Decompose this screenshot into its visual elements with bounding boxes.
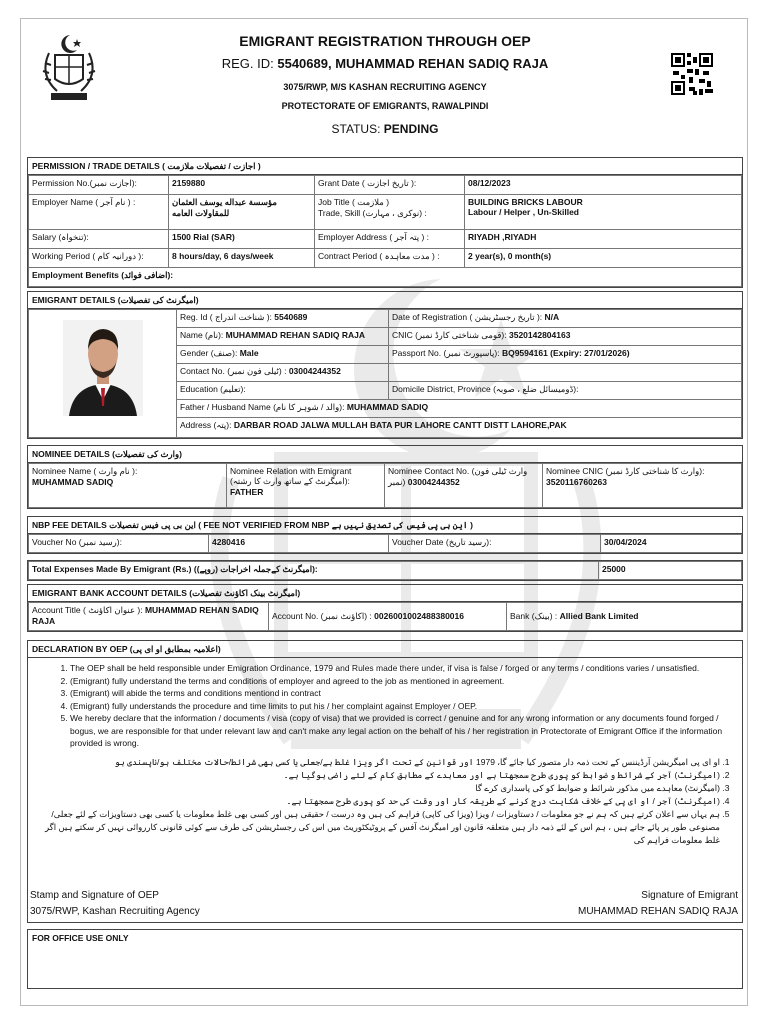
reg-id-cell: Reg. Id ( شناخت اندراج ): 5540689: [177, 310, 389, 328]
emigrant-heading: EMIGRANT DETAILS (امیگرنٹ کی تفصیلات): [28, 292, 742, 309]
office-use-heading: FOR OFFICE USE ONLY: [32, 933, 129, 943]
employment-benefits-label: Employment Benefits (اضافی فوائد):: [29, 268, 742, 287]
declaration-item: 1. The OEP shall be held responsible under Emigration Ordinance, 1979 and Rules made there under, if visa is false / forged or any terms / conditions varies / unsatisfied.: [70, 662, 736, 675]
declaration-urdu-item: 1. او ای پی امیگریشن آرڈیننس کے تحت ذمہ دار متصور کیا جائے گا، 1979 اور قوانین کے تحت اگر ویزا غلط ہے/جعلی یا کسی بھی شرائط/حالات مختلف ہو/ناپسندی ہو: [34, 756, 720, 769]
total-expenses-value: 25000: [599, 562, 742, 580]
blank-cell: [389, 364, 742, 382]
permission-no-value: 2159880: [169, 176, 315, 195]
voucher-no-value: 4280416: [209, 535, 389, 553]
nominee-table: [28, 463, 742, 508]
nominee-section: [27, 445, 743, 509]
emigrant-table: [28, 309, 742, 438]
nominee-contact-cell: Nominee Contact No. (وارث ٹیلی فون نمبر) 03004244352: [385, 464, 543, 508]
document-title: EMIGRANT REGISTRATION THROUGH OEP: [239, 33, 531, 49]
grant-date-value: 08/12/2023: [465, 176, 742, 195]
emigrant-section: [27, 291, 743, 439]
declaration-urdu-item: 4. (امیگرنٹ) آجر / او ای پی کے خلاف شکایت درج کرنے کے طریقہ کار اور وقت کی حد کو پوری طرح سمجھتا ہے۔: [34, 795, 720, 808]
permission-heading: PERMISSION / TRADE DETAILS ( اجازت / تفصیلات ملازمت ): [28, 158, 742, 175]
bank-section: [27, 584, 743, 632]
total-expenses-label: Total Expenses Made By Emigrant (Rs.) (امیگرنٹ کےجملہ اخراجات (روپے)):: [29, 562, 599, 580]
declaration-heading: DECLARATION BY OEP (اعلامیہ بمطابق او ای پی): [28, 641, 742, 658]
declaration-urdu-item: 5. ہم یہاں سے اعلان کرتے ہیں کہ ہم نے جو معلومات / دستاویزات / ویزا (ویزا کی کاپی) فراہم کی ہیں وہ درست / حقیقی ہیں اور کسی بھی غلط معلومات یا کسی بھی دستاویزات کے لئے جعلی/مصنوعی طور پر پائے جاتے ہیں ، ہم اس کے لئے ذمہ دار ہیں متعلقہ قانون اور امیگرنٹ آفس کے پروٹیکٹوریٹ میں اس کی رجسٹریشن کی طرف سے کوئی قانونی کارروائی نہیں کر سکتے ہیں اگر غلط معلومات فراہم کی: [34, 808, 720, 847]
salary-value: 1500 Rial (SAR): [169, 230, 315, 249]
address-cell: Address (پتہ): DARBAR ROAD JALWA MULLAH BATA PUR LAHORE CANTT DISTT LAHORE,PAK: [177, 418, 742, 438]
employer-name-label: Employer Name ( نام آجر ) :: [29, 195, 169, 230]
permission-no-label: Permission No.(اجازت نمبر):: [29, 176, 169, 195]
permission-table: [28, 175, 742, 287]
bank-heading: EMIGRANT BANK ACCOUNT DETAILS (امیگرنٹ بینک اکاؤنٹ تفصیلات): [28, 585, 742, 602]
nbp-fee-section: [27, 516, 743, 554]
voucher-date-label: Voucher Date (رسید تاریخ):: [389, 535, 601, 553]
nbp-fee-heading: NBP FEE DETAILS این بی پی فیس تفصیلات ( FEE NOT VERIFIED FROM NBP این بی پی فیس کی تصدیق نہیں ہے ): [28, 517, 742, 534]
registration-id: REG. ID: 5540689, MUHAMMAD REHAN SADIQ RAJA: [221, 56, 549, 71]
contact-cell: Contact No. (ٹیلی فون نمبر) : 03004244352: [177, 364, 389, 382]
grant-date-label: Grant Date ( تاریخ اجازت ):: [315, 176, 465, 195]
nominee-relation-cell: Nominee Relation with Emigrant (امیگرنٹ کے ساتھ وارث کا رشتہ): FATHER: [227, 464, 385, 508]
salary-label: Salary (تنخواہ):: [29, 230, 169, 249]
domicile-cell: Domicile District, Province (ڈومیسائل ضلع ، صوبہ):: [389, 382, 742, 400]
registration-status: STATUS: PENDING: [331, 122, 439, 136]
account-title-cell: Account Title ( عنوان اکاؤنٹ ): MUHAMMAD REHAN SADIQ RAJA: [29, 603, 269, 631]
document-header: [21, 19, 749, 154]
employer-address-label: Employer Address ( پتہ آجر ) :: [315, 230, 465, 249]
nbp-fee-table: [28, 534, 742, 553]
passport-cell: Passport No. (پاسپورٹ نمبر): BQ9594161 (Expiry: 27/01/2026): [389, 346, 742, 364]
total-expenses-section: [27, 560, 743, 581]
emigrant-photo: [63, 320, 143, 416]
bank-name-cell: Bank (بینک) : Allied Bank Limited: [507, 603, 742, 631]
declaration-item: 4. (Emigrant) fully understands the procedure and time limits to put his / her complaint against Employer / OEP.: [70, 700, 736, 713]
education-cell: Education (تعلیم):: [177, 382, 389, 400]
emigrant-signature-block: Signature of Emigrant MUHAMMAD REHAN SADIQ RAJA: [577, 890, 738, 917]
oep-signature-block: Stamp and Signature of OEP 3075/RWP, Kashan Recruiting Agency: [30, 890, 200, 917]
cnic-cell: CNIC (قومی شناختی کارڈ نمبر): 3520142804163: [389, 328, 742, 346]
contract-period-value: 2 year(s), 0 month(s): [465, 249, 742, 268]
gender-cell: Gender (صنف): Male: [177, 346, 389, 364]
emigrant-name-cell: Name (نام): MUHAMMAD REHAN SADIQ RAJA: [177, 328, 389, 346]
voucher-date-value: 30/04/2024: [601, 535, 742, 553]
declaration-urdu-item: 2. (امیگرنٹ) آجر کے شرائط و ضوابط کو پوری طرح سمجھتا ہے اور معاہدے کے مطابق کام کے لئے راضی ہوگیا ہے۔: [34, 769, 720, 782]
employer-address-value: RIYADH ,RIYADH: [465, 230, 742, 249]
qr-code-icon: [671, 53, 713, 95]
agency-name: 3075/RWP, M/S KASHAN RECRUITING AGENCY: [283, 82, 487, 92]
declaration-item: 5. We hereby declare that the information / documents / visa (copy of visa) that we provided is correct / genuine and for any wrong information or any documents found forged / bogus, we are responsible for that under relevant law and can't make any legal action on the behalf of his / her registration in Protectorate of Emigrant Office if the information provided is wrong.: [70, 712, 736, 750]
declaration-urdu-item: 3. (امیگرنٹ) معاہدے میں مذکور شرائط و ضوابط کو کی پاسداری کرے گا: [34, 782, 720, 795]
working-period-value: 8 hours/day, 6 days/week: [169, 249, 315, 268]
account-no-cell: Account No. (اکاؤنٹ نمبر) : 0026001002488380016: [269, 603, 507, 631]
reg-date-cell: Date of Registration ( تاریخ رجسٹریشن ): N/A: [389, 310, 742, 328]
job-title-value-cell: BUILDING BRICKS LABOUR Labour / Helper , Un-Skilled: [465, 195, 742, 230]
document-page: [20, 18, 748, 1006]
permission-section: [27, 157, 743, 288]
contract-period-label: Contract Period ( مدت معاہدہ ) :: [315, 249, 465, 268]
office-use-section: [27, 929, 743, 989]
nominee-heading: NOMINEE DETAILS (وارث کی تفصیلات): [28, 446, 742, 463]
declaration-english-list: [28, 658, 742, 750]
declaration-item: 3. (Emigrant) will abide the terms and conditions mentiond in contract: [70, 687, 736, 700]
declaration-section: [27, 640, 743, 923]
working-period-label: Working Period ( دورانیہ کام ):: [29, 249, 169, 268]
voucher-no-label: Voucher No (رسید نمبر):: [29, 535, 209, 553]
declaration-urdu-list: [28, 750, 742, 847]
job-title-label-cell: Job Title ( ملازمت ) Trade, Skill (نوکری ، مہارت) :: [315, 195, 465, 230]
nominee-cnic-cell: Nominee CNIC (وارث کا شناختی کارڈ نمبر): 3520116760263: [543, 464, 742, 508]
bank-table: [28, 602, 742, 631]
nominee-name-cell: Nominee Name ( نام وارث ): MUHAMMAD SADIQ: [29, 464, 227, 508]
photo-cell: [29, 310, 177, 438]
total-expenses-table: [28, 561, 742, 580]
protectorate-name: PROTECTORATE OF EMIGRANTS, RAWALPINDI: [281, 101, 489, 111]
declaration-item: 2. (Emigrant) fully understand the terms and conditions of employer and agreed to the job as mentioned in agreement.: [70, 675, 736, 688]
father-cell: Father / Husband Name (والد / شوہر کا نام): MUHAMMAD SADIQ: [177, 400, 742, 418]
employer-name-value: مؤسسة عبداله يوسف العثمان للمقاولات العامه: [169, 195, 315, 230]
